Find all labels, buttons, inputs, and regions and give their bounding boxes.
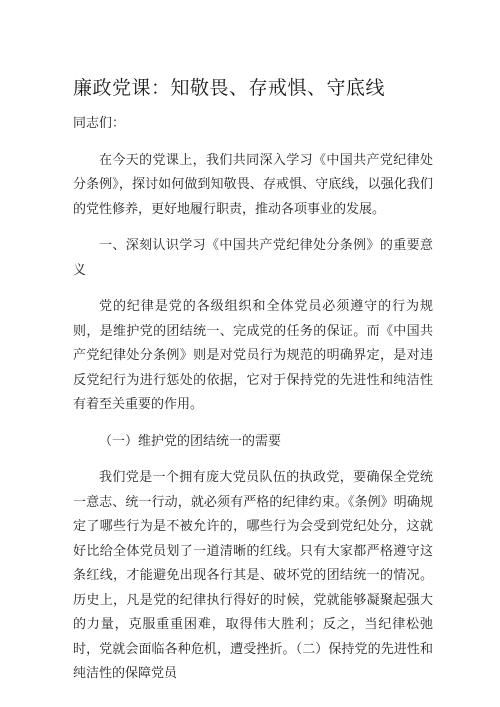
paragraph-significance: 党的纪律是党的各级组织和全体党员必须遵守的行为规则，是维护党的团结统一、完成党的任务的保证。而《中国共产党纪律处分条例》则是对党员行为规范的明确界定，是对违反党纪行为进行惩处的依据，它对于保持党的先进性和纯洁性有着至关重要的作用。: [73, 299, 433, 412]
document-body: [73, 112, 433, 687]
paragraph-unity: 我们党是一个拥有庞大党员队伍的执政党，要确保全党统一意志、统一行动，就必须有严格的纪律约束。《条例》明确规定了哪些行为是不被允许的，哪些行为会受到党纪处分，这就好比给全体党员划了一道清晰的红线。只有大家都严格遵守这条红线，才能避免出现各行其是、破坏党的团结统一的情况。历史上，凡是党的纪律执行得好的时候，党就能够凝聚起强大的力量，克服重重困难，取得伟大胜利；反之，当纪律松弛时，党就会面临各种危机，遭受挫折。（二）保持党的先进性和纯洁性的保障党员: [73, 470, 433, 681]
paragraph-intro: 在今天的党课上，我们共同深入学习《中国共产党纪律处分条例》，探讨如何做到知敬畏、存戒惧、守底线，以强化我们的党性修养，更好地履行职责，推动各项事业的发展。: [73, 152, 433, 217]
document-title: 廉政党课：知敬畏、存戒惧、守底线: [73, 77, 386, 99]
subsection-heading-1: （一）维护党的团结统一的需要: [99, 433, 282, 449]
section-heading-1: 一、深刻认识学习《中国共产党纪律处分条例》的重要意义: [73, 238, 433, 278]
salutation: 同志们：: [73, 116, 126, 131]
